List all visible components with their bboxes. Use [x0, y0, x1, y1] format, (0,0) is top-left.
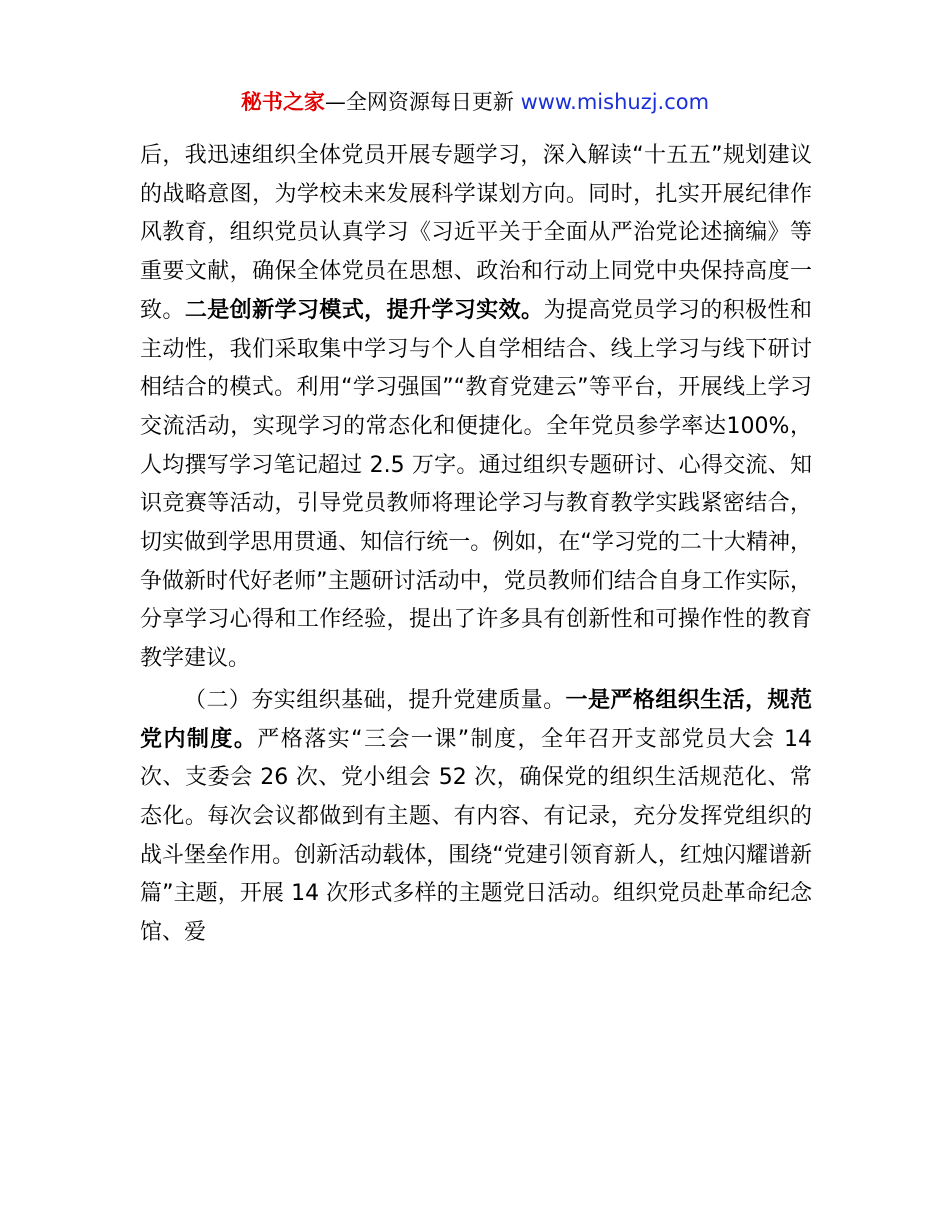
site-url-link[interactable]: www.mishuzj.com — [520, 90, 710, 114]
text-run: 后，我迅速组织全体党员开展专题学习，深入解读“十五五”规划建议的战略意图，为学校未来发展科学谋划方向。同时，扎实开展纪律作风教育，组织党员认真学习《习近平关于全面从严治党论述摘编》等重要文献，确保全体党员在思想、政治和行动上同党中央保持高度一致。 — [140, 143, 812, 323]
site-brand: 秘书之家 — [240, 90, 325, 114]
site-tagline: —全网资源每日更新 — [324, 90, 521, 114]
text-run: 为提高党员学习的积极性和主动性，我们采取集中学习与个人自学相结合、线上学习与线下研讨相结合的模式。利用“学习强国”“教育党建云”等平台，开展线上学习交流活动，实现学习的常态化和便捷化。全年党员参学率达100%，人均撰写学习笔记超过 2.5 万字。通过组织专题研讨、心得交流、知识竞赛等活动，引导党员教师将理论学习与教育教学实践紧密结合，切实做到学思用贯通、知信行统一。例如，在“学习党的二十大精神，争做新时代好老师”主题研讨活动中，党员教师们结合自身工作实际，分享学习心得和工作经验，提出了许多具有创新性和可操作性的教育教学建议。 — [140, 297, 812, 672]
text-run: 严格落实“三会一课”制度，全年召开支部党员大会 14 次、支委会 26 次、党小组会 52 次，确保党的组织生活规范化、常态化。每次会议都做到有主题、有内容、有记录，充分发挥党组织的战斗堡垒作用。创新活动载体，围绕“党建引领育新人，红烛闪耀谱新篇”主题，开展 14 次形式多样的主题党日活动。组织党员赴革命纪念馆、爱 — [140, 726, 812, 946]
paragraph — [140, 137, 812, 679]
bold-heading-run: 二是创新学习模式，提升学习实效。 — [184, 297, 544, 323]
section-heading-run: （二）夯实组织基础，提升党建质量。 — [184, 687, 566, 713]
bold-heading-run: 一是严格组织生活，规范党内制度。 — [140, 687, 812, 752]
document-body — [140, 137, 812, 953]
paragraph — [140, 682, 812, 953]
site-header — [0, 88, 950, 116]
